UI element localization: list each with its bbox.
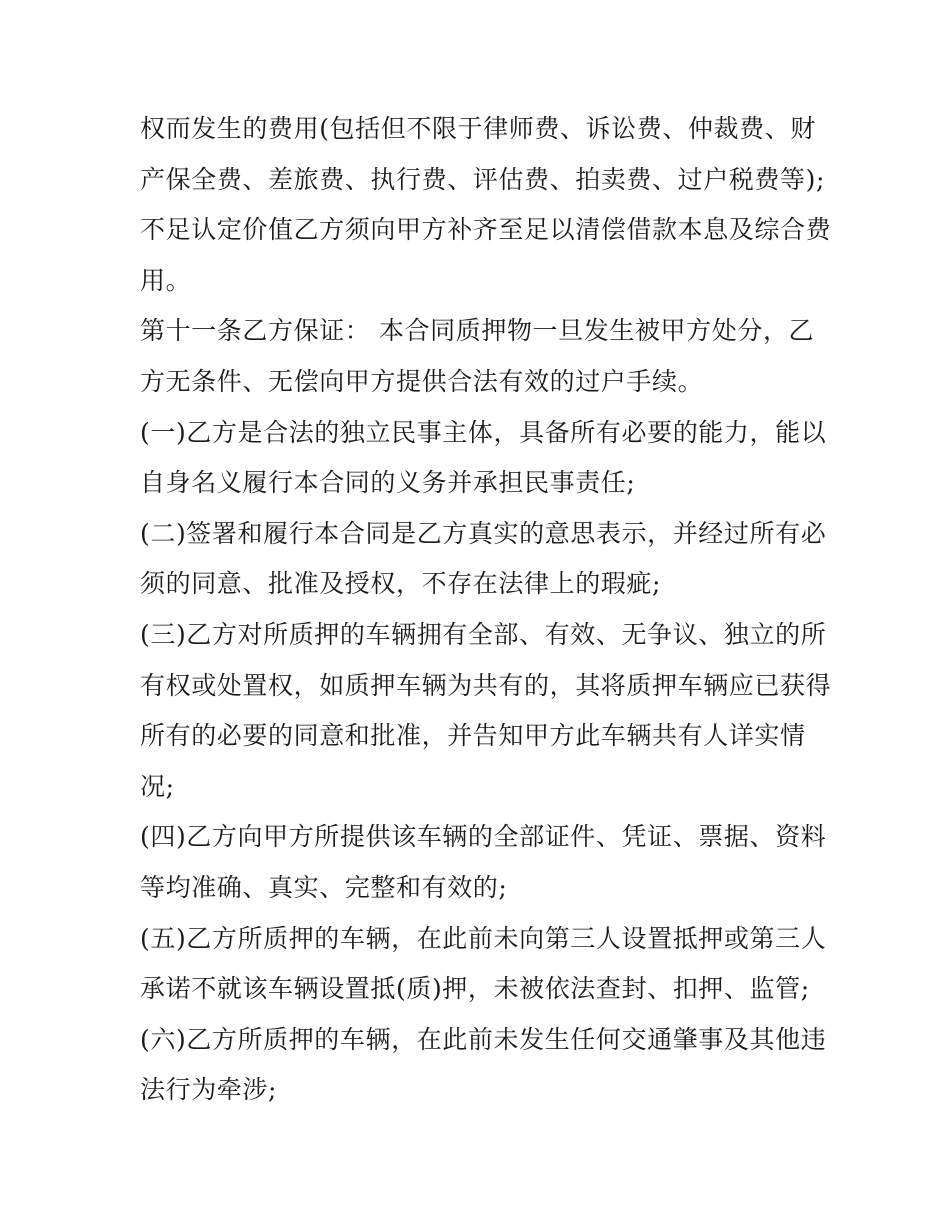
clause-5-line: (五)乙方所质押的车辆，在此前未向第三人设置抵押或第三人 [140,923,827,953]
text-line: 须的同意、批准及授权，不存在法律上的瑕疵; [140,569,662,599]
text-line: 方无条件、无偿向甲方提供合法有效的过户手续。 [140,366,704,396]
text-line: 产保全费、差旅费、执行费、评估费、拍卖费、过户税费等); [140,164,825,194]
text-line: 有权或处置权，如质押车辆为共有的，其将质押车辆应已获得 [140,670,832,700]
text-line: 承诺不就该车辆设置抵(质)押，未被依法查封、扣押、监管; [140,974,810,1004]
text-line: 所有的必要的同意和批准，并告知甲方此车辆共有人详实情 [140,721,806,751]
text-line: 况; [140,771,175,801]
contract-text [140,104,832,1116]
text-line: 不足认定价值乙方须向甲方补齐至足以清偿借款本息及综合费 [140,215,832,245]
clause-4-line: (四)乙方向甲方所提供该车辆的全部证件、凭证、票据、资料 [140,822,827,852]
article-11-heading-line: 第十一条乙方保证： 本合同质押物一旦发生被甲方处分，乙 [140,316,815,346]
clause-6-line: (六)乙方所质押的车辆，在此前未发生任何交通肇事及其他违 [140,1024,827,1054]
text-line: 权而发生的费用(包括但不限于律师费、诉讼费、仲裁费、财 [140,114,816,143]
clause-3-line: (三)乙方对所质押的车辆拥有全部、有效、无争议、独立的所 [140,619,827,649]
clause-1-line: (一)乙方是合法的独立民事主体，具备所有必要的能力，能以 [140,417,827,447]
text-line: 等均准确、真实、完整和有效的; [140,872,508,902]
text-line: 自身名义履行本合同的义务并承担民事责任; [140,468,636,498]
text-line: 用。 [140,265,192,295]
text-line: 法行为牵涉; [140,1075,278,1105]
clause-2-line: (二)签署和履行本合同是乙方真实的意思表示，并经过所有必 [140,518,827,548]
